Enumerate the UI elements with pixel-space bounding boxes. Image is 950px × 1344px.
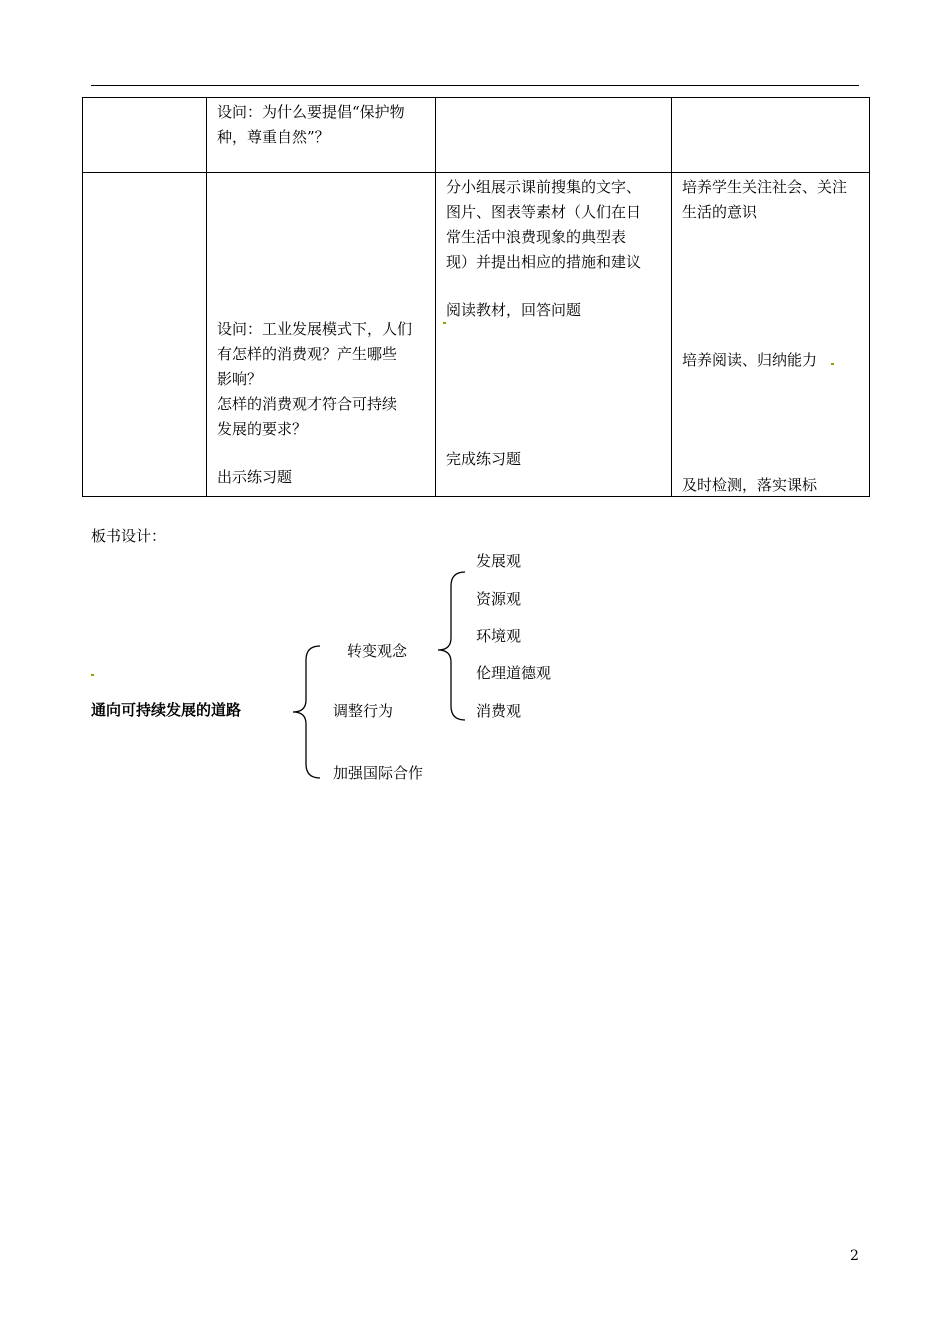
complete-exercise: 完成练习题 bbox=[446, 450, 522, 468]
branch-change-concept: 转变观念 bbox=[347, 642, 408, 660]
group-display: 分小组展示课前搜集的文字、 图片、图表等素材（人们在日 常生活中浪费现象的典型表 现）并提出相应的措施和建议 bbox=[446, 178, 642, 271]
page-number: 2 bbox=[850, 1248, 859, 1264]
branch-international-cooperation: 加强国际合作 bbox=[333, 764, 424, 782]
outer-brace bbox=[293, 646, 320, 778]
branch-adjust-behavior: 调整行为 bbox=[333, 702, 394, 720]
concept-development: 发展观 bbox=[476, 552, 522, 570]
question-consumption: 设问：工业发展模式下，人们 有怎样的消费观？产生哪些 影响？ 怎样的消费观才符合可持续 发展的要求？ bbox=[217, 320, 413, 438]
concept-environment: 环境观 bbox=[476, 627, 522, 645]
concept-resource: 资源观 bbox=[476, 590, 522, 608]
goal-check: 及时检测，落实课标 bbox=[682, 476, 818, 494]
goal-ability: 培养阅读、归纳能力 bbox=[682, 351, 818, 369]
concept-consumption: 消费观 bbox=[476, 702, 522, 720]
main-topic: 通向可持续发展的道路 bbox=[91, 701, 242, 719]
inner-brace bbox=[438, 572, 465, 720]
goal-concern: 培养学生关注社会、关注 生活的意识 bbox=[682, 178, 848, 221]
question-protect-species: 设问：为什么要提倡“保护物 种，尊重自然”？ bbox=[217, 103, 405, 146]
show-exercise: 出示练习题 bbox=[217, 468, 293, 486]
board-design-title: 板书设计： bbox=[91, 527, 167, 545]
read-textbook: 阅读教材，回答问题 bbox=[446, 301, 582, 319]
concept-ethics: 伦理道德观 bbox=[476, 664, 552, 682]
